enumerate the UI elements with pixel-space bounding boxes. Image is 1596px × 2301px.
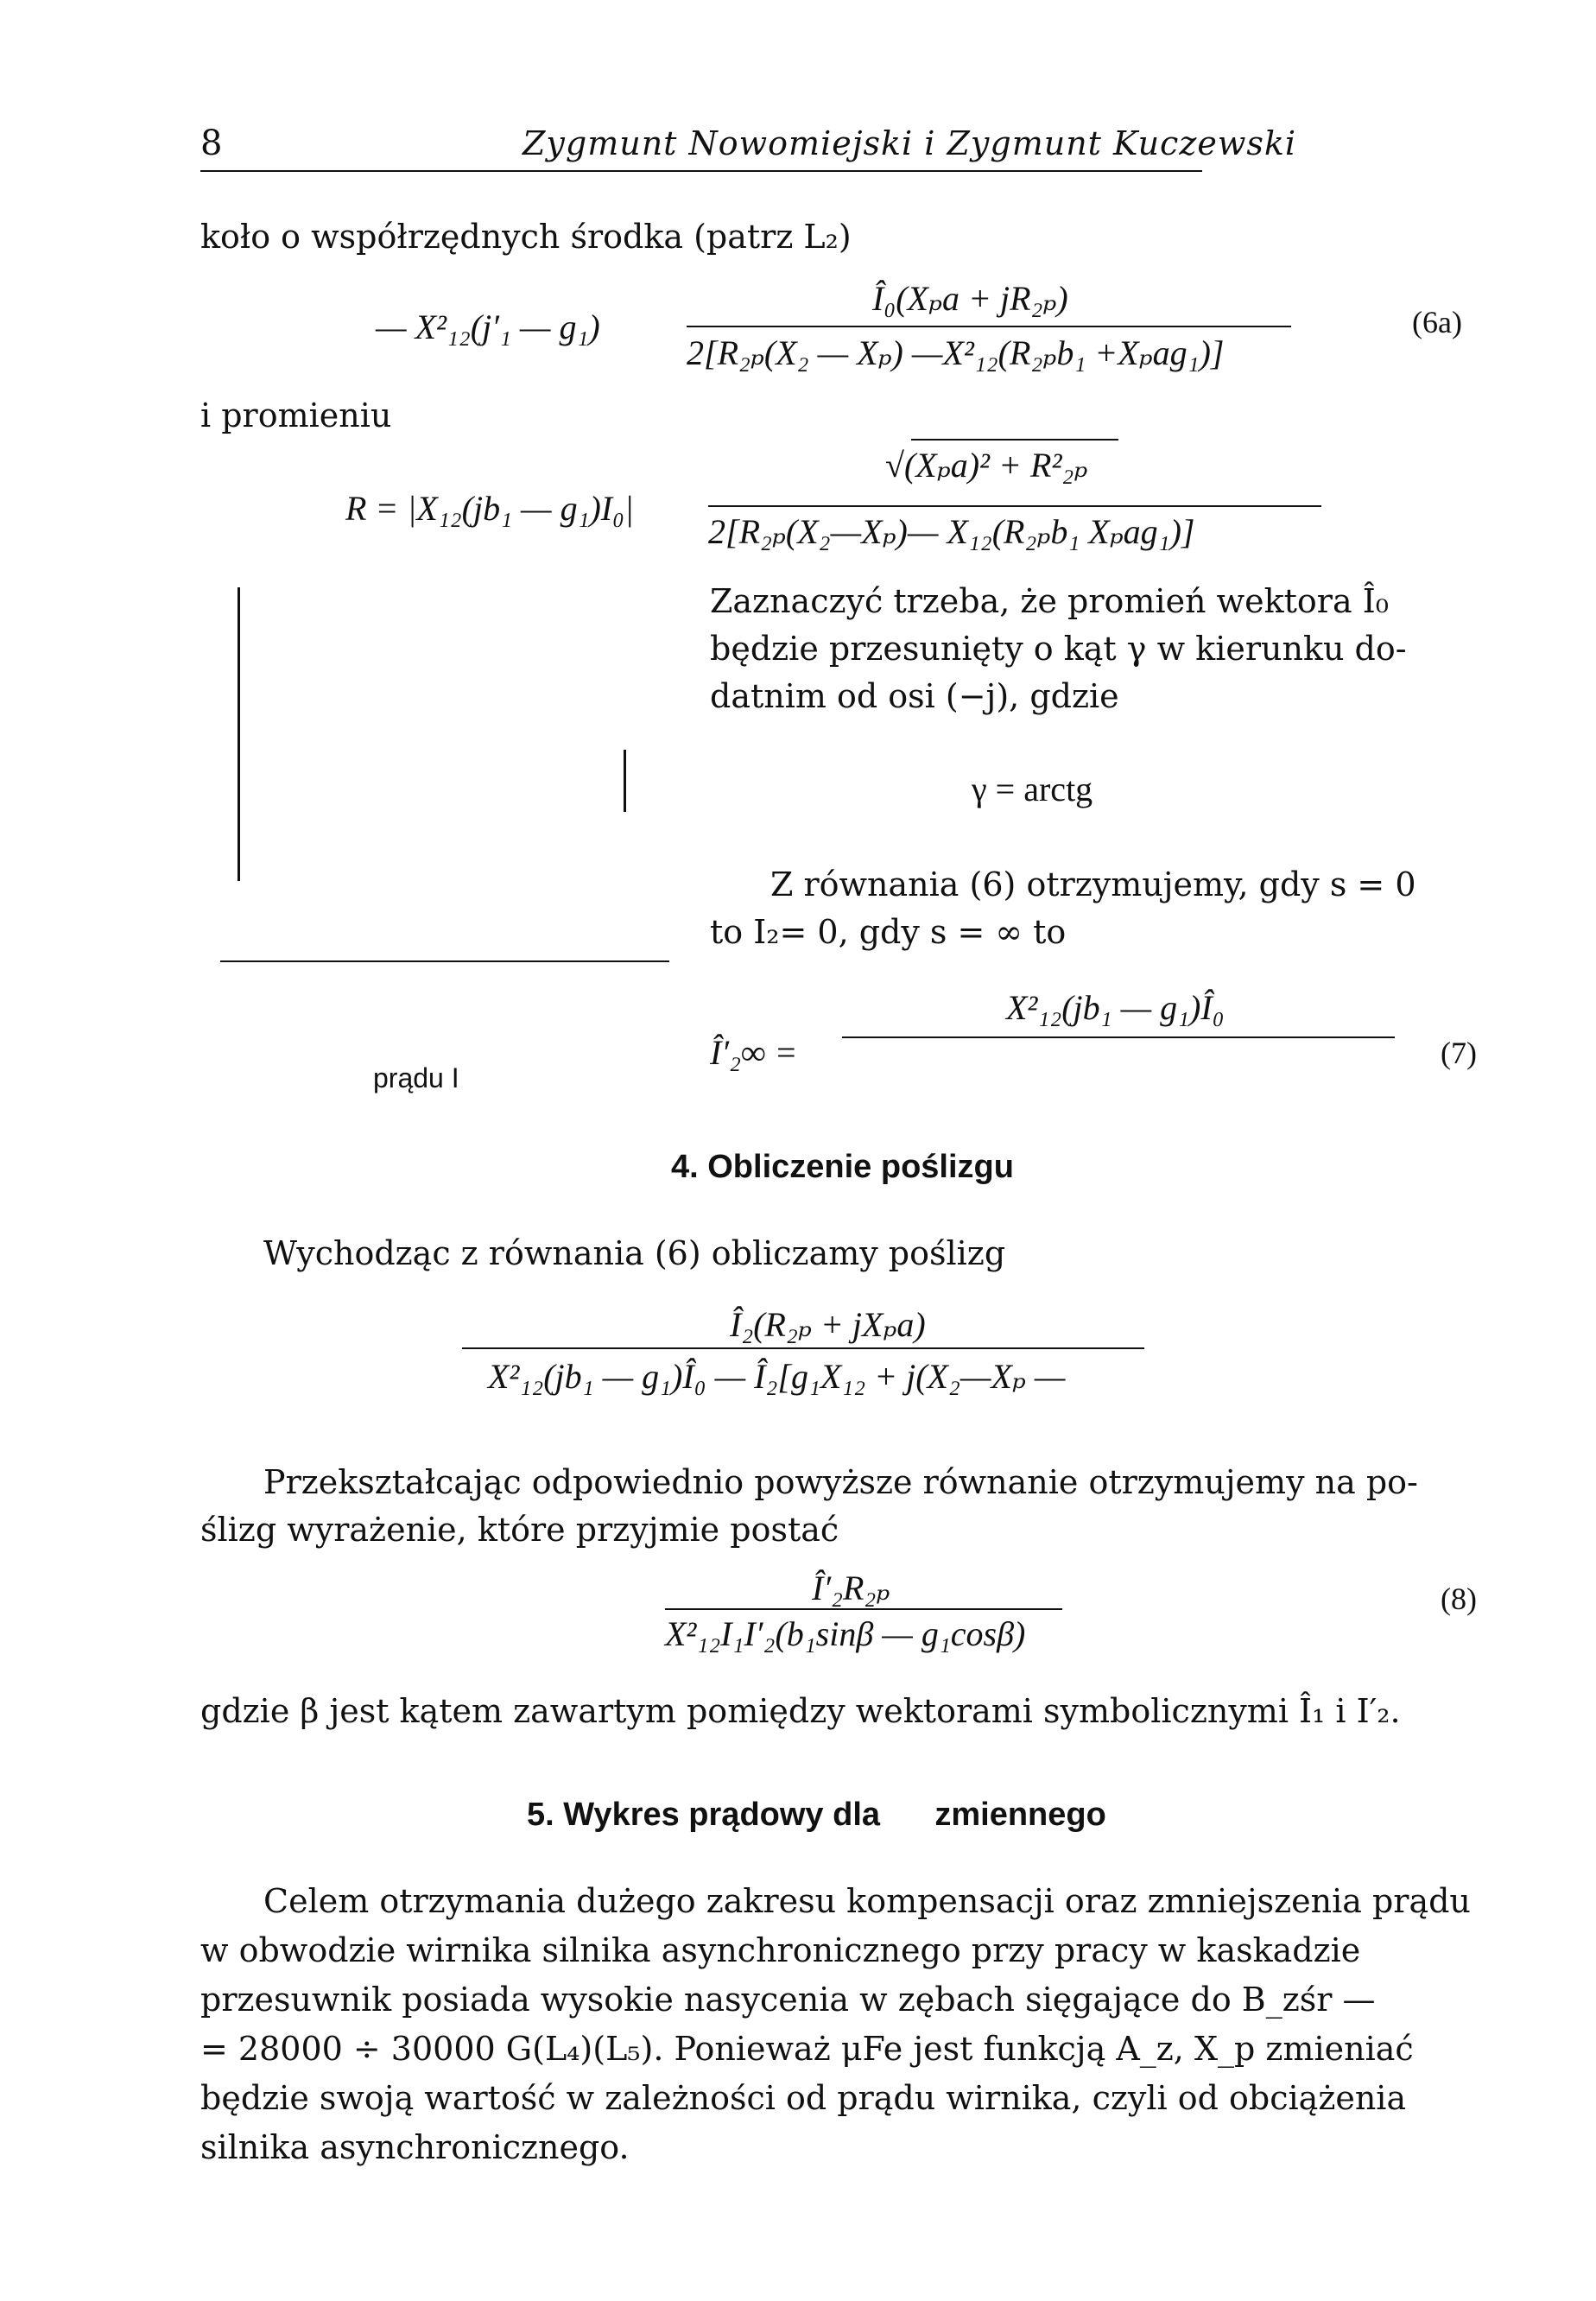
eqR-lhs: R = |X₁₂(jb₁ — g₁)I₀|	[345, 489, 635, 528]
eqR-sqrt-bar	[911, 439, 1118, 441]
eq6a-label: (6a)	[1412, 305, 1462, 339]
eq7-numerator: X²₁₂(jb₁ — g₁)Î₀	[1006, 988, 1225, 1027]
paragraph-compensation-line4: = 28000 ÷ 30000 G(L₄)(L₅). Ponieważ μFe jest funkcją A_z, X_p zmieniać	[200, 2030, 1414, 2068]
page-number: 8	[200, 124, 223, 163]
running-title: Zygmunt Nowomiejski i Zygmunt Kuczewski	[522, 124, 1297, 162]
figure-left-axis	[238, 587, 240, 881]
eq6a-denominator: 2[R₂ₚ(X₂ — Xₚ) —X²₁₂(R₂ₚb₁ +Xₚag₁)]	[687, 333, 1225, 372]
eq7-fraction-bar	[842, 1036, 1395, 1038]
paragraph-beta: gdzie β jest kątem zawartym pomiędzy wektorami symbolicznymi Î₁ i I′₂.	[200, 1692, 1401, 1730]
eqR-denominator: 2[R₂ₚ(X₂—Xₚ)— X₁₂(R₂ₚb₁ Xₚag₁)]	[708, 512, 1195, 551]
paragraph-compensation-line1: Celem otrzymania dużego zakresu kompensacji oraz zmniejszenia prądu	[263, 1882, 1471, 1920]
figure-short-axis	[624, 750, 626, 812]
paragraph-radius-label: i promieniu	[200, 396, 392, 434]
eq8-denominator: X²₁₂I₁I′₂(b₁sinβ — g₁cosβ)	[665, 1614, 1026, 1653]
slip-numerator: Î₂(R₂ₚ + jXₚa)	[730, 1305, 926, 1344]
slip-fraction-bar	[462, 1347, 1144, 1349]
paragraph-transform-line2: ślizg wyrażenie, które przyjmie postać	[200, 1511, 839, 1549]
paragraph-vector-line2: będzie przesunięty o kąt γ w kierunku do-	[710, 630, 1407, 668]
paragraph-vector-line3: datnim od osi (−j), gdzie	[710, 677, 1119, 715]
section-5-heading: 5. Wykres prądowy dla zmiennego	[527, 1797, 1106, 1833]
eq6a-numerator: Î₀(Xₚa + jR₂ₚ)	[872, 279, 1068, 318]
side-label-current: prądu I	[373, 1062, 459, 1093]
paragraph-limits-line2: to I₂= 0, gdy s = ∞ to	[710, 913, 1067, 951]
paragraph-limits-line1: Z równania (6) otrzymujemy, gdy s = 0	[770, 865, 1416, 903]
paragraph-compensation-line5: będzie swoją wartość w zależności od prądu wirnika, czyli od obciążenia	[200, 2079, 1407, 2117]
slip-denominator: X²₁₂(jb₁ — g₁)Î₀ — Î₂[g₁X₁₂ + j(X₂—Xₚ —	[488, 1357, 1066, 1396]
paragraph-vector-line1: Zaznaczyć trzeba, że promień wektora Î₀	[710, 582, 1389, 620]
section-4-heading: 4. Obliczenie poślizgu	[671, 1149, 1014, 1185]
eq7-lhs: Î′₂∞ =	[710, 1033, 798, 1072]
paragraph-compensation-line2: w obwodzie wirnika silnika asynchronicznego przy pracy w kaskadzie	[200, 1931, 1361, 1969]
eqR-numerator: √(Xₚa)² + R²₂ₚ	[885, 446, 1088, 485]
header-rule	[200, 170, 1202, 172]
paragraph-compensation-line3: przesuwnik posiada wysokie nasycenia w zębach sięgające do B_zśr —	[200, 1981, 1376, 2019]
paragraph-transform-line1: Przekształcając odpowiednio powyższe równanie otrzymujemy na po-	[263, 1463, 1418, 1501]
eq8-numerator: Î′₂R₂ₚ	[812, 1569, 890, 1607]
eq8-label: (8)	[1441, 1582, 1477, 1616]
eq8-fraction-bar	[665, 1608, 1062, 1610]
paragraph-compensation-line6: silnika asynchronicznego.	[200, 2128, 630, 2166]
eqR-fraction-bar	[708, 505, 1321, 507]
paragraph-slip-intro: Wychodząc z równania (6) obliczamy poślizg	[263, 1234, 1006, 1272]
eq6a-fraction-bar	[687, 326, 1291, 327]
figure-baseline	[220, 960, 669, 962]
eq7-label: (7)	[1441, 1036, 1477, 1070]
gamma-definition: γ = arctg	[972, 770, 1093, 808]
eq6a-lhs: — X²₁₂(j′₁ — g₁)	[376, 307, 600, 346]
paragraph-coordinates: koło o współrzędnych środka (patrz L₂)	[200, 218, 852, 256]
